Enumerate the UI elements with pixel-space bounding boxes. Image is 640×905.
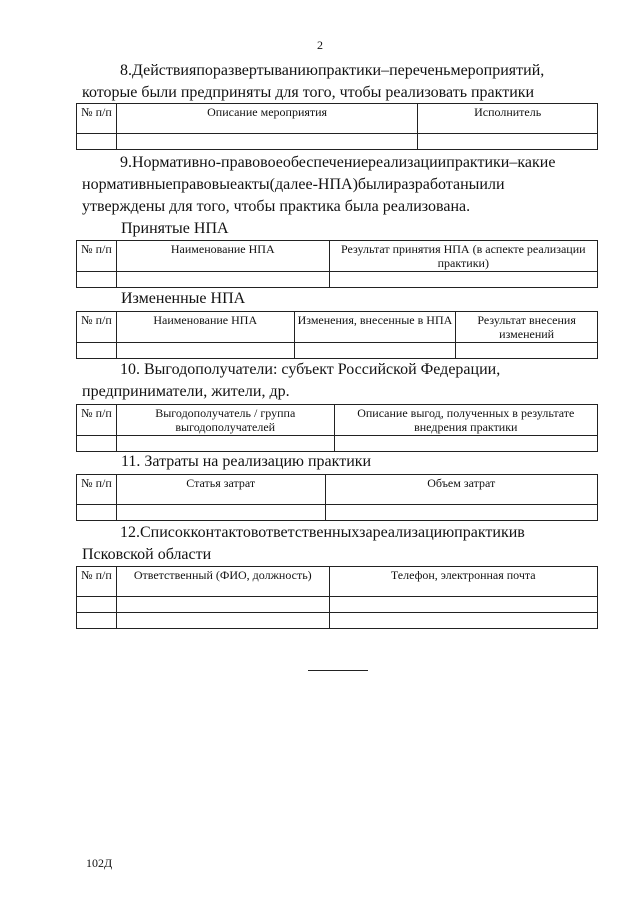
section-10-word: субъект — [281, 361, 334, 378]
costs-table — [76, 474, 598, 521]
header-cell-change-result: Результат внесения изменений — [456, 312, 598, 343]
section-10-word: Российской — [337, 361, 417, 378]
section-8-line-2: которые были предприняты для того, чтобы реализовать практики — [82, 84, 535, 101]
end-divider — [308, 670, 368, 671]
word: - — [312, 176, 318, 193]
word: – — [381, 62, 390, 79]
table-cell — [77, 343, 117, 359]
word: перечень — [389, 62, 451, 79]
table-cell — [116, 436, 334, 452]
table-cell — [77, 272, 117, 288]
table-cell — [294, 343, 456, 359]
table-cell — [77, 134, 117, 150]
table-header-row — [77, 104, 598, 134]
table-cell — [77, 597, 117, 613]
table-cell — [329, 597, 597, 613]
word: или — [479, 176, 505, 193]
table-row — [77, 343, 598, 359]
word: практики — [454, 524, 518, 541]
section-10-line-2: предприниматели, жители, др. — [82, 383, 290, 400]
word: (далее — [269, 176, 313, 193]
table-cell — [329, 613, 597, 629]
table-header-row — [77, 567, 598, 597]
header-cell-description: Описание мероприятия — [116, 104, 417, 134]
word: реализацию — [372, 524, 455, 541]
table-row — [77, 597, 598, 613]
header-cell-npa-changes: Изменения, внесенные в НПА — [294, 312, 456, 343]
header-cell-npa-result: Результат принятия НПА (в аспекте реализации практики) — [329, 241, 597, 272]
header-cell-benefits: Описание выгод, полученных в результате внедрения практики — [334, 405, 597, 436]
table-header-row — [77, 241, 598, 272]
section-10-word: Выгодополучатели: — [144, 361, 278, 378]
section-12-line-2: Псковской области — [82, 546, 212, 563]
table-cell — [77, 436, 117, 452]
section-12-line-1 — [82, 522, 596, 544]
word: нормативные — [82, 176, 173, 193]
table-cell — [116, 505, 325, 521]
table-cell — [116, 597, 329, 613]
section-8-line-1 — [82, 60, 596, 82]
contacts-table — [76, 566, 598, 629]
section-9-line-1 — [82, 152, 596, 174]
header-cell-executor: Исполнитель — [418, 104, 598, 134]
word: Нормативно-правовое — [132, 154, 283, 171]
word: в — [517, 524, 525, 541]
section-9-line-3: утверждены для того, чтобы практика была реализована. — [82, 198, 471, 215]
header-cell-beneficiary: Выгодополучатель / группа выгодополучателей — [116, 405, 334, 436]
word: были — [357, 176, 394, 193]
section-12-text — [82, 522, 596, 566]
table-cell — [77, 613, 117, 629]
word: правовые — [172, 176, 238, 193]
word: 12. — [120, 524, 140, 541]
table-cell — [77, 505, 117, 521]
changed-npa-table — [76, 311, 598, 359]
word: Действия — [132, 62, 197, 79]
word: за — [359, 524, 373, 541]
adopted-npa-table — [76, 240, 598, 288]
table-cell — [329, 272, 597, 288]
header-cell-num: № п/п — [77, 312, 117, 343]
document-code: 102Д — [86, 856, 113, 870]
section-10-word: Федерации, — [420, 361, 501, 378]
word: практики — [317, 62, 382, 79]
table-cell — [116, 272, 329, 288]
table-cell — [418, 134, 598, 150]
adopted-npa-label: Принятые НПА — [121, 220, 229, 237]
header-cell-num: № п/п — [77, 241, 117, 272]
section-8-table — [76, 103, 598, 150]
word: контактов — [190, 524, 259, 541]
section-11-title: 11. Затраты на реализацию практики — [121, 453, 372, 470]
header-cell-num: № п/п — [77, 567, 117, 597]
header-cell-num: № п/п — [77, 475, 117, 505]
header-cell-num: № п/п — [77, 104, 117, 134]
word: ответственных — [258, 524, 360, 541]
table-header-row — [77, 312, 598, 343]
table-header-row — [77, 405, 598, 436]
word: развертыванию — [212, 62, 318, 79]
word: по — [196, 62, 213, 79]
word: 8. — [120, 62, 132, 79]
word: НПА) — [317, 176, 358, 193]
table-cell — [325, 505, 597, 521]
section-10-word: 10. — [120, 361, 140, 378]
header-cell-cost-volume: Объем затрат — [325, 475, 597, 505]
table-cell — [116, 134, 417, 150]
word: акты — [237, 176, 270, 193]
section-9-text — [82, 152, 596, 218]
table-header-row — [77, 475, 598, 505]
table-row — [77, 272, 598, 288]
beneficiaries-table — [76, 404, 598, 452]
header-cell-responsible: Ответственный (ФИО, должность) — [116, 567, 329, 597]
header-cell-npa-name: Наименование НПА — [116, 241, 329, 272]
header-cell-npa-name: Наименование НПА — [116, 312, 294, 343]
table-cell — [456, 343, 598, 359]
word: разработаны — [393, 176, 480, 193]
word: мероприятий, — [450, 62, 545, 79]
section-10-line-1 — [82, 359, 596, 381]
header-cell-contacts: Телефон, электронная почта — [329, 567, 597, 597]
section-9-line-2 — [82, 174, 596, 196]
word: Список — [140, 524, 191, 541]
header-cell-num: № п/п — [77, 405, 117, 436]
table-row — [77, 613, 598, 629]
word: обеспечение — [282, 154, 369, 171]
header-cell-cost-item: Статья затрат — [116, 475, 325, 505]
section-10-text — [82, 359, 596, 403]
table-row — [77, 436, 598, 452]
table-row — [77, 505, 598, 521]
section-8-text — [82, 60, 596, 104]
table-cell — [116, 343, 294, 359]
word: практики — [446, 154, 510, 171]
table-row — [77, 134, 598, 150]
word: – — [509, 154, 518, 171]
page-number: 2 — [317, 38, 323, 52]
table-cell — [116, 613, 329, 629]
word: 9. — [120, 154, 132, 171]
table-cell — [334, 436, 597, 452]
word: реализации — [368, 154, 447, 171]
word: какие — [517, 154, 556, 171]
changed-npa-label: Измененные НПА — [121, 290, 246, 307]
